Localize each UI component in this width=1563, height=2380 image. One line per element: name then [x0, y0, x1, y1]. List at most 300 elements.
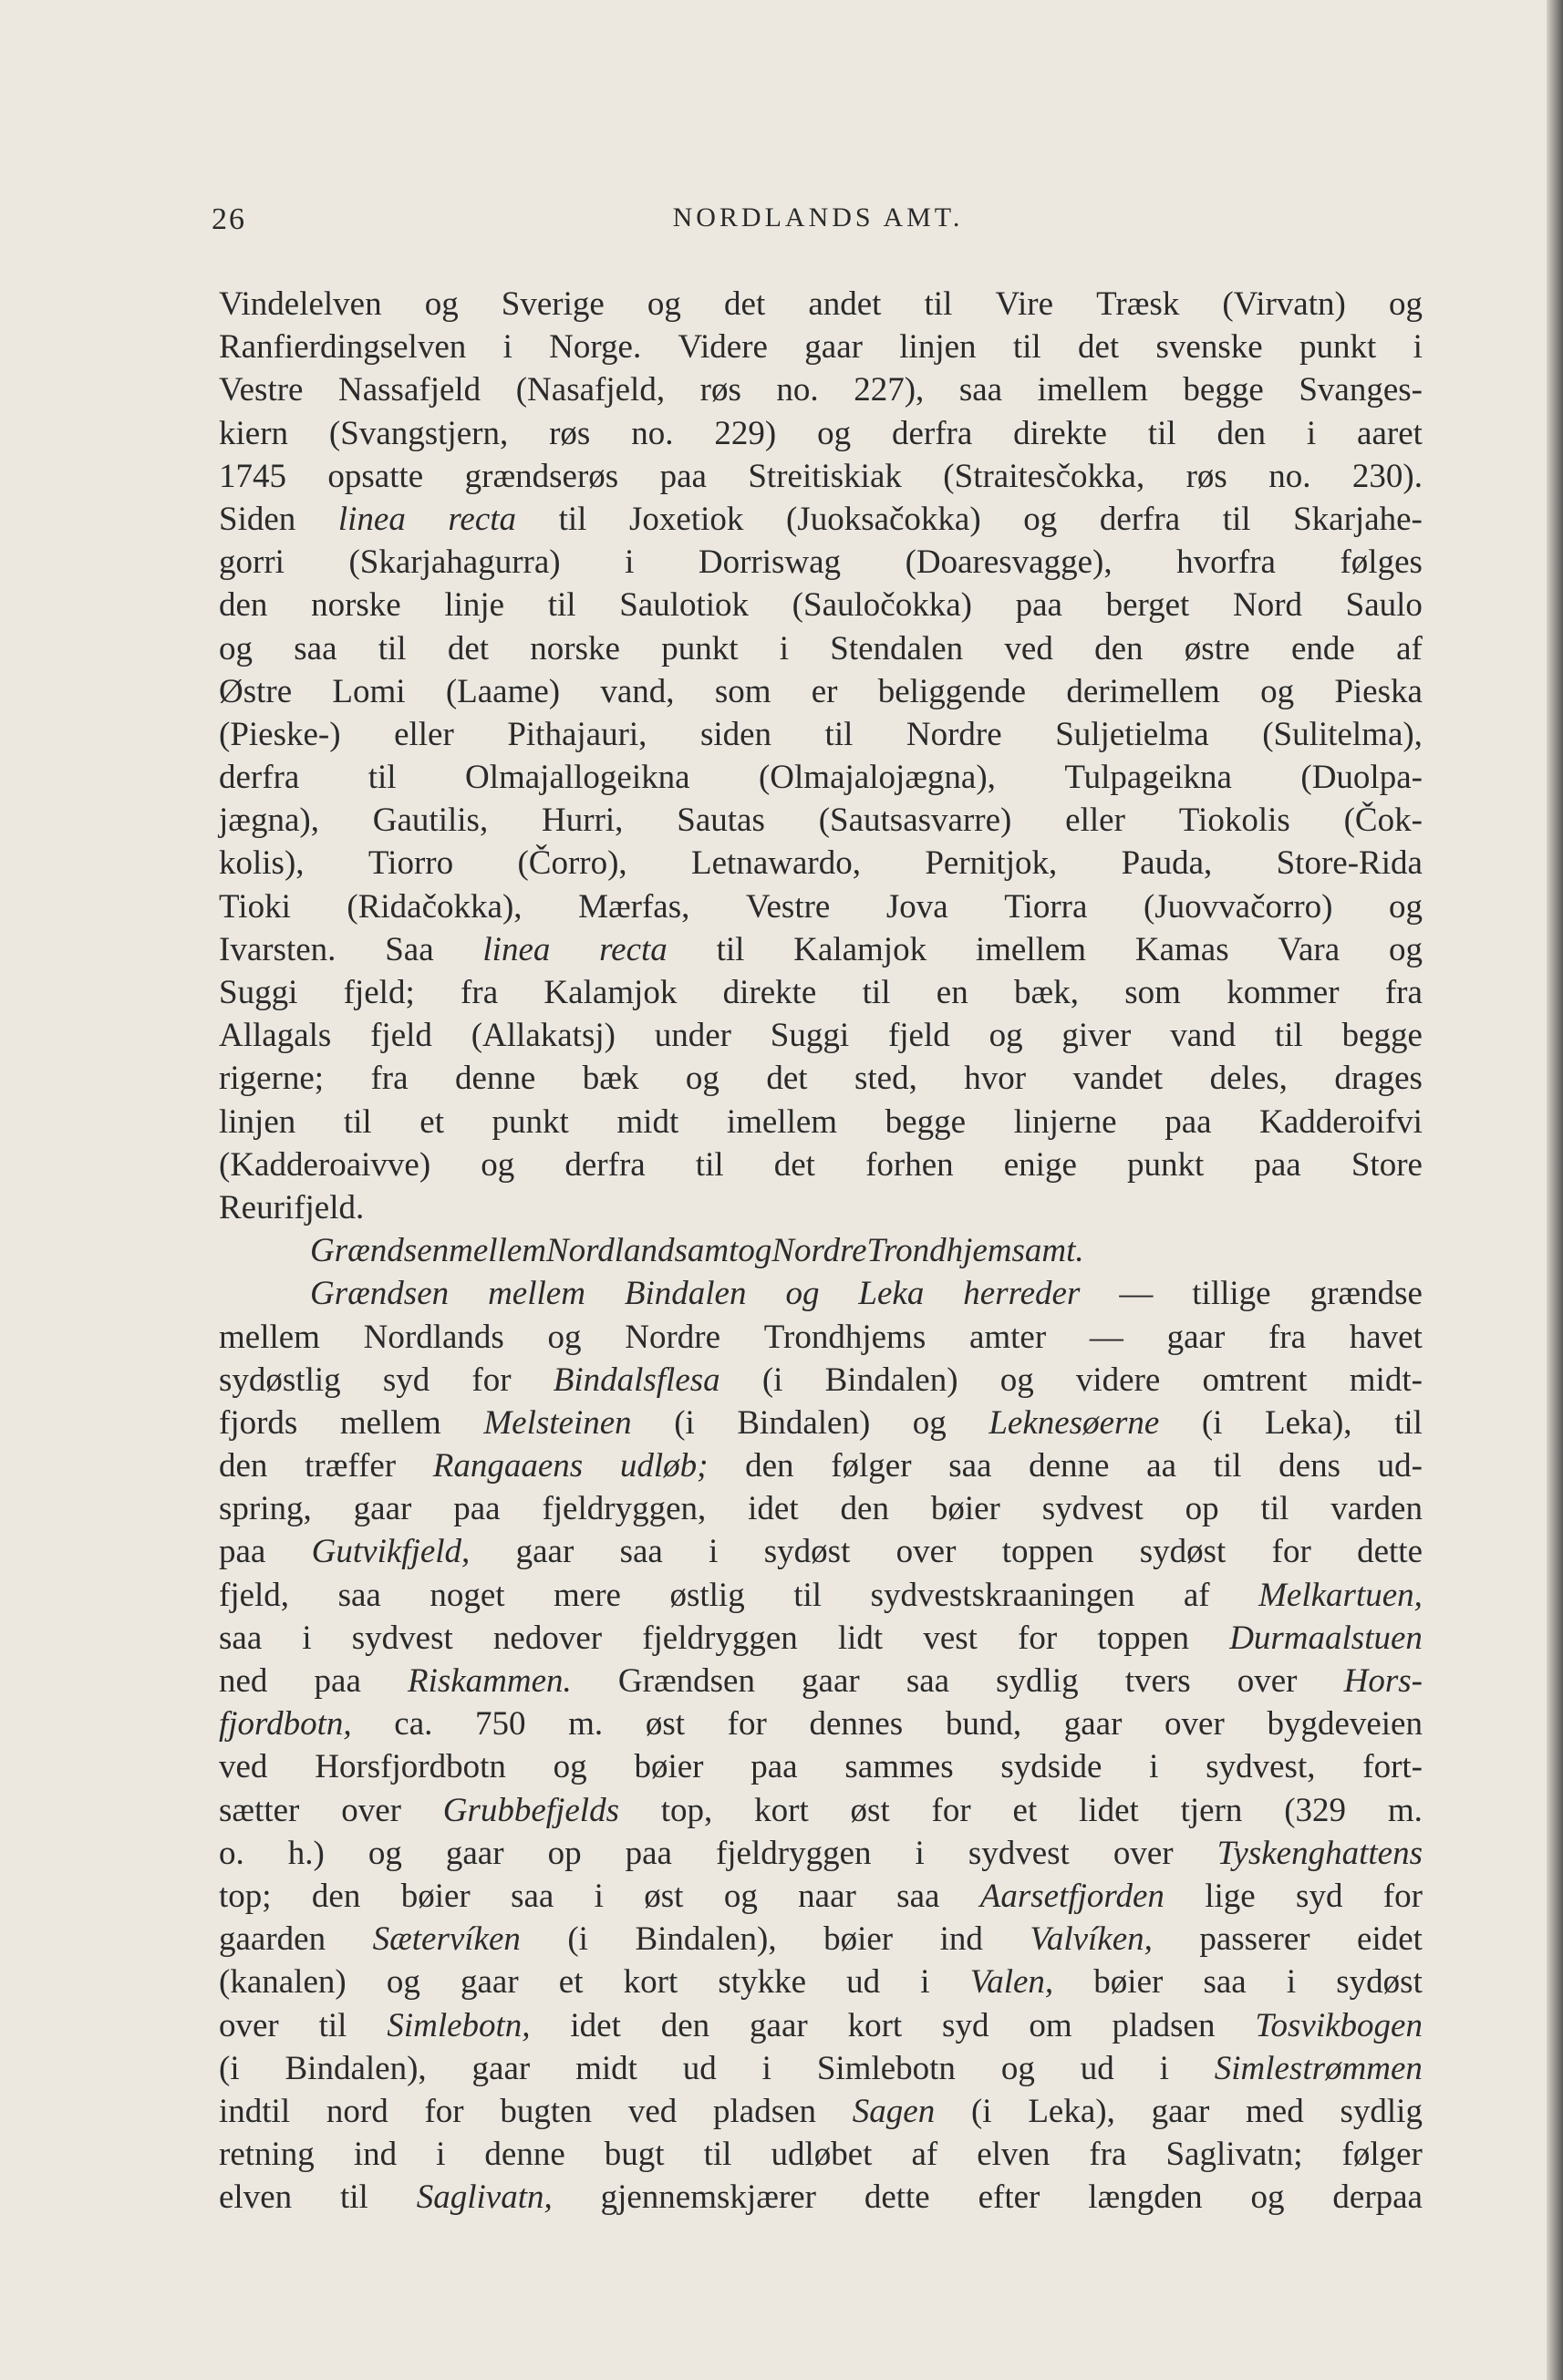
word: til — [343, 1102, 372, 1141]
text-line — [219, 1101, 1423, 1143]
word: paa — [750, 1748, 798, 1786]
word: øst — [850, 1791, 890, 1829]
text-line — [219, 1961, 1423, 2003]
word: ud — [1080, 2049, 1114, 2087]
word: Saglivatn; — [1165, 2136, 1303, 2174]
word: følges — [1340, 543, 1423, 582]
word: sydøst — [1139, 1533, 1227, 1571]
word: Leka), — [1265, 1403, 1352, 1442]
word: kommer — [1227, 974, 1340, 1011]
word: i — [594, 1877, 604, 1915]
word: bygdeveien — [1267, 1705, 1423, 1744]
word: i — [1306, 414, 1317, 452]
word: pladsen — [1112, 2006, 1216, 2044]
word: ved — [627, 2092, 678, 2130]
text-line — [219, 627, 1423, 670]
page-edge — [1547, 0, 1563, 2380]
word: Vestre — [745, 887, 831, 926]
word: Pernitjok, — [925, 844, 1058, 883]
word: sydvestskraaningen — [870, 1576, 1135, 1614]
italic-word: recta — [448, 500, 517, 538]
italic-word: Trondhjems — [866, 1232, 1025, 1270]
word: til — [1260, 1490, 1289, 1528]
text-line — [219, 2176, 1423, 2219]
text-line — [219, 1574, 1423, 1617]
word: eller — [1065, 802, 1125, 840]
italic-word: Leknesøerne — [989, 1403, 1160, 1442]
word: no. — [776, 371, 819, 409]
italic-word: Nordre — [771, 1232, 867, 1270]
text-line — [219, 368, 1423, 411]
word: saa — [948, 1447, 992, 1485]
word: toppen — [1001, 1533, 1094, 1571]
word: tjern — [1180, 1791, 1243, 1829]
word: idet — [570, 2006, 621, 2044]
word: (Juovvačorro) — [1143, 887, 1333, 926]
text-line — [219, 1789, 1423, 1832]
word: østre — [1184, 629, 1250, 667]
word: Tiorro — [367, 844, 454, 883]
word: en — [936, 974, 968, 1011]
word: for — [1271, 1533, 1311, 1571]
word: (i — [761, 1361, 783, 1399]
word: Lomi — [332, 672, 406, 710]
word: (Čorro), — [517, 844, 627, 883]
text-line — [219, 885, 1423, 928]
word: punkt — [661, 629, 739, 667]
word: aaret — [1357, 414, 1423, 452]
word: som — [1124, 974, 1181, 1011]
word: elven — [219, 2178, 293, 2217]
word: (Nasafjeld, — [515, 371, 666, 409]
word: Nordre — [625, 1318, 721, 1356]
word: paa — [1015, 586, 1062, 625]
italic-word: recta — [599, 930, 668, 968]
word: til — [703, 2136, 732, 2174]
word: Trondhjems — [763, 1318, 926, 1356]
word: Tiorra — [1004, 887, 1088, 926]
word: paa — [659, 457, 707, 495]
word: fra — [461, 974, 499, 1011]
word: og — [1389, 887, 1423, 926]
word: følger — [831, 1447, 912, 1485]
word: fra — [370, 1060, 409, 1098]
italic-word: fjordbotn, — [219, 1705, 352, 1744]
word: i — [1159, 2049, 1169, 2087]
text-line — [219, 1359, 1423, 1402]
word: den — [745, 1447, 794, 1485]
word: dens — [1278, 1447, 1340, 1485]
word: røs — [549, 414, 591, 452]
word: til — [1222, 500, 1251, 538]
italic-word: Simlestrømmen — [1214, 2049, 1423, 2087]
word: af — [1183, 1576, 1210, 1614]
word: udløbet — [771, 2136, 873, 2174]
word: Tioki — [219, 887, 291, 926]
word: (Laame) — [445, 672, 561, 710]
word: over — [1113, 1834, 1174, 1872]
word: linjen — [219, 1102, 296, 1141]
text-line — [219, 1660, 1423, 1702]
word: ud — [682, 2049, 717, 2087]
word: det — [1078, 328, 1120, 367]
word: og — [989, 1017, 1023, 1055]
page-header — [212, 202, 1424, 243]
word: bæk — [582, 1060, 639, 1098]
word: saa — [958, 371, 1003, 409]
word: i — [1149, 1748, 1159, 1786]
word: begge — [1341, 1017, 1423, 1055]
page-number: 26 — [212, 202, 246, 236]
word: for — [471, 1361, 512, 1399]
text-line — [219, 1745, 1423, 1788]
word: Kadderoifvi — [1259, 1102, 1423, 1141]
text-line — [219, 1444, 1423, 1487]
word: og — [1000, 2049, 1035, 2087]
word: ved — [219, 1748, 268, 1786]
word: kort — [847, 2006, 903, 2044]
italic-word: linea — [482, 930, 551, 968]
word: ud- — [1377, 1447, 1423, 1485]
word: sammes — [844, 1748, 954, 1786]
italic-word: Simlebotn, — [387, 2006, 531, 2044]
word: bøier — [634, 1748, 704, 1786]
italic-word: Tosvikbogen — [1255, 2006, 1423, 2044]
word: (i — [219, 2049, 240, 2087]
word: imellem — [726, 1102, 838, 1141]
text-line — [219, 1014, 1423, 1057]
word: fjeld, — [219, 1576, 290, 1614]
word: til — [340, 2178, 368, 2217]
word: Vara — [1278, 930, 1340, 968]
word: grændserøs — [464, 457, 619, 495]
word: kolis), — [219, 844, 305, 883]
word: under — [654, 1017, 731, 1055]
word: Vestre — [219, 371, 304, 409]
word: direkte — [1013, 414, 1107, 452]
italic-word: udløb; — [619, 1447, 709, 1485]
word: denne — [1029, 1447, 1110, 1485]
word: top, — [660, 1791, 713, 1829]
word: videre — [1075, 1361, 1161, 1399]
word: dennes — [809, 1705, 904, 1744]
word: øst — [644, 1877, 684, 1915]
word: Ranfierdingselven — [219, 328, 467, 367]
word: øst — [645, 1705, 686, 1744]
word: gaar — [460, 1963, 519, 2002]
word: derfra — [564, 1145, 646, 1184]
word: gaar — [750, 2006, 808, 2044]
running-head: NORDLANDS AMT. — [672, 202, 964, 233]
italic-word: Nordlands — [545, 1232, 688, 1270]
word: Bindalen) — [737, 1403, 871, 1442]
word: Letnawardo, — [691, 844, 861, 883]
word: i — [709, 1533, 719, 1571]
word: Grændsen — [617, 1662, 755, 1700]
word: følger — [1341, 2136, 1423, 2174]
italic-word: Grændsen — [310, 1275, 450, 1313]
word: Tiokolis — [1178, 802, 1290, 840]
word: Bindalen) — [824, 1361, 958, 1399]
word: træffer — [305, 1447, 397, 1485]
word: Stendalen — [830, 629, 964, 667]
word: top; — [219, 1877, 272, 1915]
text-line — [219, 1143, 1423, 1186]
word: (Ridačokka), — [347, 887, 523, 926]
word: et — [419, 1102, 444, 1141]
word: Svanges- — [1299, 371, 1423, 409]
text-line — [219, 2090, 1423, 2133]
word: er — [811, 672, 838, 710]
word: Gautilis, — [372, 802, 489, 840]
word: ind — [939, 1920, 983, 1959]
word: til — [547, 586, 576, 625]
word: indtil — [219, 2092, 291, 2130]
text-line — [219, 670, 1423, 713]
word: denne — [455, 1060, 536, 1098]
word: nedover — [492, 1619, 603, 1657]
word: og — [386, 1963, 420, 2002]
word: ind — [353, 2136, 398, 2174]
word: omtrent — [1202, 1361, 1308, 1399]
word: havet — [1349, 1318, 1423, 1356]
word: saa — [619, 1533, 663, 1571]
word: (Doaresvagge), — [905, 543, 1113, 582]
word: (Sulitelma), — [1262, 715, 1423, 753]
word: paa — [625, 1834, 672, 1872]
word: sydvest — [968, 1834, 1070, 1872]
word: den — [660, 2006, 710, 2044]
word: direkte — [722, 974, 817, 1011]
word: amter — [968, 1318, 1047, 1356]
word: (Allakatsj) — [471, 1017, 616, 1055]
word: spring, — [219, 1490, 312, 1528]
text-line — [219, 1316, 1423, 1359]
word: (Straitesčokka, — [943, 457, 1145, 495]
italic-word: og — [785, 1275, 820, 1313]
italic-word: Valvíken, — [1030, 1920, 1153, 1959]
word: til — [793, 1576, 823, 1614]
word: Ivarsten. — [219, 930, 336, 968]
word: (Sauločokka) — [792, 586, 972, 625]
word: naar — [798, 1877, 856, 1915]
word: den — [219, 586, 268, 625]
word: saa — [896, 1877, 940, 1915]
word: Pithajauri, — [507, 715, 647, 753]
text-line — [219, 326, 1423, 368]
word: og — [685, 1060, 719, 1098]
word: saa — [337, 1576, 381, 1614]
word: og — [481, 1145, 515, 1184]
word: det — [724, 285, 766, 323]
text-line — [219, 799, 1423, 842]
word: den — [1216, 414, 1266, 452]
word: gaar — [471, 2049, 531, 2087]
text-line — [219, 1487, 1423, 1530]
word: Suljetielma — [1055, 715, 1209, 753]
word: røs — [1185, 457, 1227, 495]
word: fjeldryggen — [715, 1834, 872, 1872]
word: og — [219, 629, 253, 667]
word: saa — [906, 1662, 950, 1700]
word: op — [547, 1834, 582, 1872]
word: sydøstlig — [219, 1361, 341, 1399]
word: til — [862, 974, 891, 1011]
word: — — [1089, 1318, 1123, 1356]
word: til — [558, 500, 587, 538]
word: Pauda, — [1121, 844, 1213, 883]
word: op — [1185, 1490, 1219, 1528]
word: fjeld; — [343, 974, 415, 1011]
word: røs — [699, 371, 741, 409]
word: (Skarjahagurra) — [348, 543, 561, 582]
italic-word: Grubbefjelds — [442, 1791, 619, 1829]
body-text — [219, 283, 1423, 2219]
word: opsatte — [327, 457, 424, 495]
word: Leka), — [1028, 2092, 1115, 2130]
word: saa — [294, 629, 337, 667]
italic-word: Bindalen — [624, 1275, 747, 1313]
word: linjen — [899, 328, 977, 367]
word: (329 — [1284, 1791, 1347, 1829]
word: bøier — [400, 1877, 471, 1915]
word: fra — [1384, 974, 1423, 1011]
word: til — [824, 715, 854, 753]
word: midt- — [1349, 1361, 1423, 1399]
italic-word: herreder — [963, 1275, 1081, 1313]
word: gaar — [804, 328, 863, 367]
word: et — [1012, 1791, 1038, 1829]
word: enige — [1003, 1145, 1077, 1184]
word: kort — [623, 1963, 678, 2002]
italic-word: Durmaalstuen — [1229, 1619, 1423, 1657]
word: for — [727, 1705, 767, 1744]
text-line — [219, 2133, 1423, 2176]
text-line — [219, 283, 1423, 326]
word: eller — [394, 715, 454, 753]
text-line — [219, 756, 1423, 799]
text-line — [219, 1402, 1423, 1444]
word: stykke — [718, 1963, 806, 2002]
word: et — [558, 1963, 584, 2002]
word: (i — [674, 1403, 695, 1442]
word: syd — [1296, 1877, 1343, 1915]
word: Nordre — [906, 715, 1002, 753]
italic-word: Sætervíken — [372, 1920, 521, 1959]
word: og — [999, 1361, 1034, 1399]
word: vand — [1170, 1017, 1237, 1055]
word: ende — [1290, 629, 1355, 667]
word: og — [1388, 930, 1423, 968]
word: til — [1274, 1017, 1303, 1055]
word: over — [895, 1533, 957, 1571]
italic-word: Tyskenghattens — [1216, 1834, 1423, 1872]
word: af — [911, 2136, 938, 2174]
word: den — [840, 1490, 889, 1528]
word: varden — [1330, 1490, 1423, 1528]
word: længden — [1088, 2178, 1203, 2217]
word: denne — [484, 2136, 565, 2174]
italic-word: Saglivatn, — [416, 2178, 553, 2217]
word: Store-Rida — [1276, 844, 1423, 883]
word: Horsfjordbotn — [315, 1748, 506, 1786]
word: Pieska — [1334, 672, 1423, 710]
italic-word: Rangaaens — [432, 1447, 584, 1485]
word: Norge. — [549, 328, 642, 367]
word: 229) — [714, 414, 777, 452]
italic-word: amt. — [1024, 1232, 1084, 1270]
word: h.) — [287, 1834, 325, 1872]
italic-word: mellem — [449, 1232, 546, 1270]
italic-word: Bindalsflesa — [553, 1361, 720, 1399]
italic-word: Leka — [858, 1275, 925, 1313]
word: bæk, — [1014, 974, 1079, 1011]
text-line — [219, 2004, 1423, 2047]
word: til — [367, 759, 397, 797]
word: vand, — [600, 672, 675, 710]
word: dette — [864, 2178, 930, 2217]
word: giver — [1061, 1017, 1132, 1055]
word: gaar — [353, 1490, 412, 1528]
word: til — [1394, 1403, 1423, 1442]
word: Bindalen), — [285, 2049, 427, 2087]
word: til — [378, 629, 407, 667]
word: vest — [923, 1619, 978, 1657]
text-line — [219, 1832, 1423, 1875]
word: Simlebotn — [816, 2049, 956, 2087]
word: til — [1012, 328, 1041, 367]
word: kiern — [219, 414, 289, 452]
word: vandet — [1072, 1060, 1164, 1098]
text-line — [219, 1875, 1423, 1918]
word: pladsen — [713, 2092, 817, 2130]
word: sydvest — [351, 1619, 453, 1657]
word: Jova — [885, 887, 948, 926]
word: i — [302, 1619, 312, 1657]
word: ned — [219, 1662, 268, 1700]
word: saa — [511, 1877, 554, 1915]
word: som — [714, 672, 771, 710]
word: Træsk — [1096, 285, 1180, 323]
italic-word: Melkartuen, — [1258, 1576, 1423, 1614]
word: for — [424, 2092, 464, 2130]
word: i — [1413, 328, 1423, 367]
word: i — [920, 1963, 930, 2002]
word: paa — [219, 1533, 266, 1571]
word: af — [1396, 629, 1423, 667]
word: ca. — [394, 1705, 433, 1744]
word: fra — [1268, 1318, 1307, 1356]
word: Mærfas, — [578, 887, 690, 926]
word: østlig — [669, 1576, 745, 1614]
word: Kamas — [1134, 930, 1229, 968]
text-line — [219, 412, 1423, 455]
text-line — [219, 928, 1423, 971]
word: sydvest — [1041, 1490, 1144, 1528]
word: bugten — [500, 2092, 593, 2130]
word: den — [1094, 629, 1144, 667]
word: fjeld — [887, 1017, 950, 1055]
word: (Virvatn) — [1222, 285, 1346, 323]
word: og — [1260, 672, 1295, 710]
word: tvers — [1124, 1662, 1191, 1700]
word: (Pieske-) — [219, 715, 341, 753]
word: 230). — [1351, 457, 1423, 495]
word: toppen — [1097, 1619, 1190, 1657]
word: den — [219, 1447, 268, 1485]
word: lige — [1205, 1877, 1256, 1915]
word: Reurifjeld. — [219, 1188, 365, 1226]
